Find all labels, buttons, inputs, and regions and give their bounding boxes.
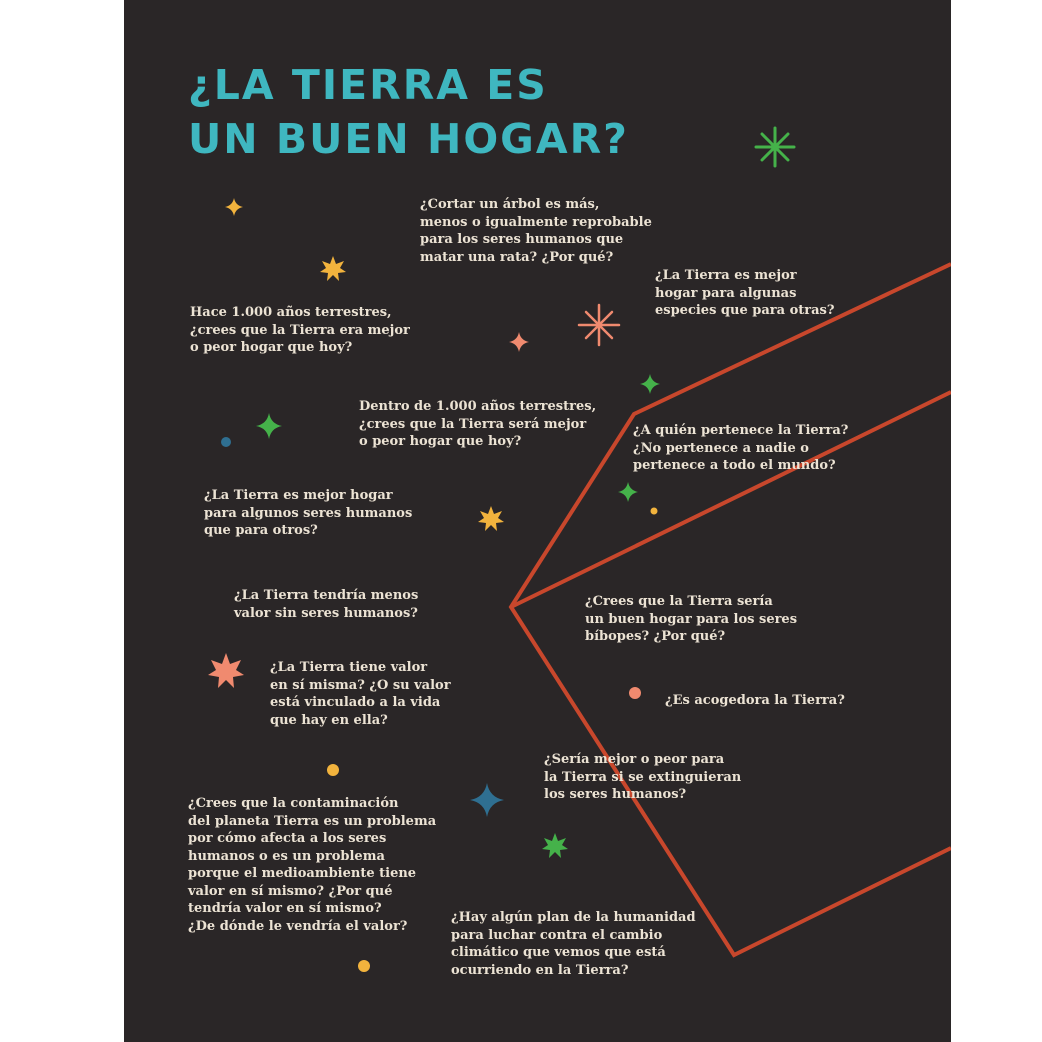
question-welcoming: ¿Es acogedora la Tierra? [665,693,845,708]
blue-dot-icon [221,437,231,447]
yellow-sun-icon [320,256,346,281]
salmon-burst-star-icon [579,305,619,345]
question-less-value: ¿La Tierra tendría menos valor sin seres humanos? [234,588,419,621]
question-pollution: ¿Crees que la contaminación del planeta Tierra es un problema por cómo afecta a los seres humanos o es un problema porque el medioambiente tiene valor en sí mismo? ¿Por qué tendría valor en sí mismo? ¿De dónde le vendría el valor? [188,796,437,934]
question-tree-vs-rat: ¿Cortar un árbol es más, menos o igualmente reprobable para los seres humanos que matar una rata? ¿Por qué? [420,197,652,265]
blue-sparkle-icon [470,783,504,817]
yellow-dot-icon [358,960,370,972]
question-extinction: ¿Sería mejor o peor para la Tierra si se extinguieran los seres humanos? [544,752,742,802]
green-sparkle-icon [256,413,282,439]
green-sparkle-icon [640,374,660,394]
green-sparkle-icon [618,482,638,502]
page [124,0,951,1042]
yellow-dot-icon [651,508,658,515]
yellow-sun-icon [478,506,504,531]
salmon-sparkle-icon [509,332,529,352]
question-1000-years-ago: Hace 1.000 años terrestres, ¿crees que la Tierra era mejor o peor hogar que hoy? [190,305,410,355]
salmon-sun-icon [208,653,244,688]
title-line-1: ¿LA TIERRA ES [188,61,548,109]
question-species: ¿La Tierra es mejor hogar para algunas especies que para otras? [655,268,835,318]
title-line-2: UN BUEN HOGAR? [188,115,629,163]
salmon-dot-icon [629,687,641,699]
question-climate-plan: ¿Hay algún plan de la humanidad para luchar contra el cambio climático que vemos que está ocurriendo en la Tierra? [451,910,696,978]
question-some-humans: ¿La Tierra es mejor hogar para algunos seres humanos que para otros? [204,488,413,538]
green-burst-star-icon [756,128,794,166]
question-belongs: ¿A quién pertenece la Tierra? ¿No pertenece a nadie o pertenece a todo el mundo? [633,423,849,473]
green-sun-icon [542,833,568,858]
question-intrinsic-value: ¿La Tierra tiene valor en sí misma? ¿O su valor está vinculado a la vida que hay en ella? [270,660,451,728]
question-1000-years-ahead: Dentro de 1.000 años terrestres, ¿crees que la Tierra será mejor o peor hogar que hoy? [359,399,597,449]
yellow-dot-icon [327,764,339,776]
yellow-sparkle-icon [225,198,243,216]
page-title [188,58,629,166]
question-bibopes: ¿Crees que la Tierra sería un buen hogar para los seres bíbopes? ¿Por qué? [585,594,798,644]
